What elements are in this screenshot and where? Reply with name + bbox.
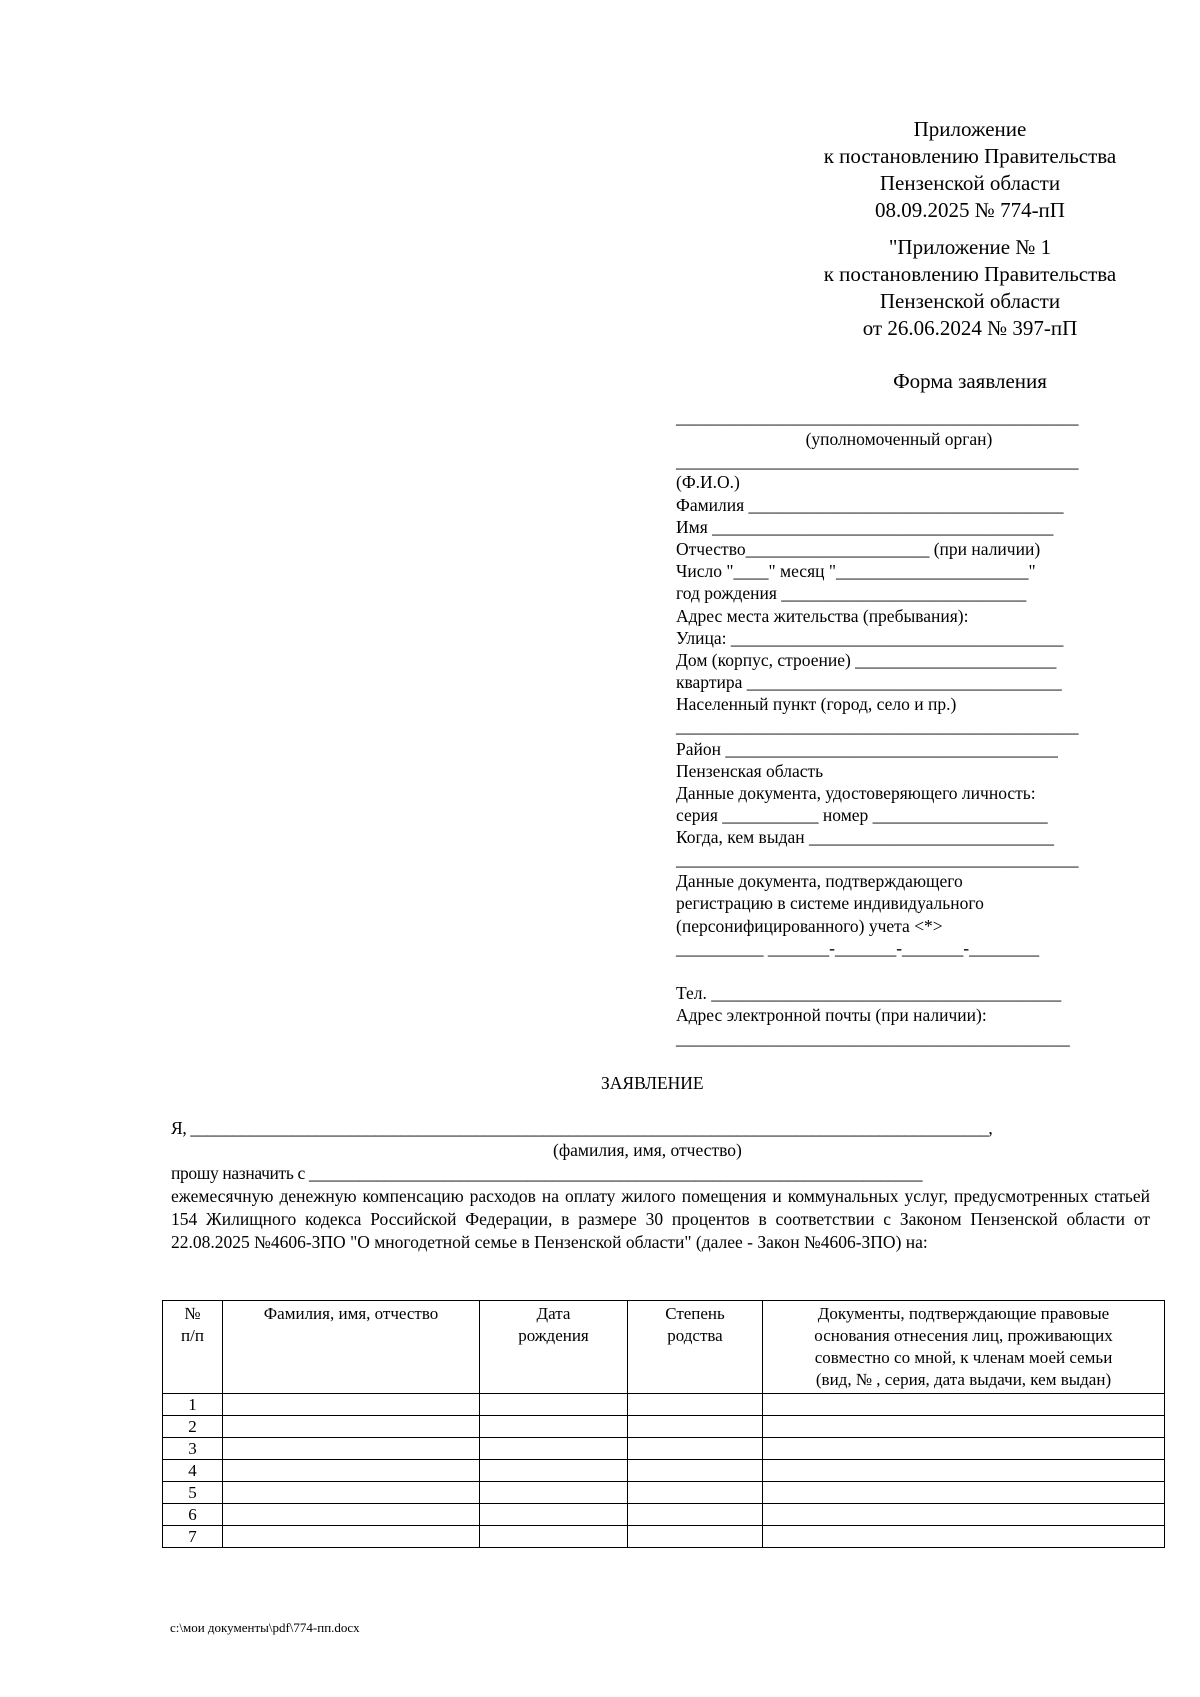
header-line: "Приложение № 1	[888, 235, 1052, 259]
empty-cell	[223, 1460, 480, 1482]
empty-cell	[480, 1460, 628, 1482]
row-number-cell: 1	[163, 1394, 223, 1416]
row-number-cell: 6	[163, 1504, 223, 1526]
header-line: Пензенской области	[879, 171, 1061, 195]
applicant-name-caption: (фамилия, имя, отчество)	[553, 1140, 742, 1160]
apartment-field: квартира ____________________________________	[676, 672, 1062, 692]
empty-cell	[628, 1460, 763, 1482]
header-text-line: Степень	[665, 1304, 725, 1323]
name-field: Имя _______________________________________	[676, 517, 1054, 537]
header-text-line: Дата	[536, 1304, 571, 1323]
empty-cell	[223, 1526, 480, 1548]
column-header-documents	[763, 1301, 1165, 1394]
empty-cell	[223, 1438, 480, 1460]
statement-title: ЗАЯВЛЕНИЕ	[601, 1073, 704, 1093]
header-text-line: №	[184, 1304, 201, 1323]
applicant-name-line: Я, _______________________________________________________________________________________________,	[171, 1118, 993, 1138]
empty-cell	[763, 1438, 1165, 1460]
empty-cell	[480, 1504, 628, 1526]
header-text-line: рождения	[518, 1326, 589, 1345]
empty-cell	[763, 1460, 1165, 1482]
house-field: Дом (корпус, строение) _______________________	[676, 650, 1057, 670]
table-row	[163, 1394, 1165, 1416]
empty-cell	[223, 1482, 480, 1504]
header-text-line: родства	[667, 1326, 723, 1345]
issued-line: ______________________________________________	[676, 849, 1079, 869]
header-line: Пензенской области	[879, 289, 1061, 313]
birth-date-field: Число "____" месяц "______________________"	[676, 561, 1036, 581]
snils-line: __________ _______-_______-_______-________	[676, 938, 1040, 958]
empty-cell	[480, 1416, 628, 1438]
table-row	[163, 1438, 1165, 1460]
locality-label: Населенный пункт (город, село и пр.)	[676, 694, 957, 714]
row-number-cell: 5	[163, 1482, 223, 1504]
snils-title: регистрацию в системе индивидуального	[676, 893, 984, 913]
empty-cell	[628, 1482, 763, 1504]
snils-title: Данные документа, подтверждающего	[676, 871, 963, 891]
row-number-cell: 2	[163, 1416, 223, 1438]
empty-cell	[763, 1416, 1165, 1438]
row-number-cell: 3	[163, 1438, 223, 1460]
authority-caption: (уполномоченный орган)	[805, 429, 993, 449]
region-text: Пензенская область	[676, 761, 824, 781]
header-text-line: п/п	[181, 1326, 204, 1345]
empty-cell	[223, 1416, 480, 1438]
empty-cell	[223, 1504, 480, 1526]
header-line: 08.09.2025 № 774-пП	[875, 198, 1065, 222]
header-text-line: Фамилия, имя, отчество	[263, 1304, 439, 1323]
email-line: _____________________________________________	[676, 1028, 1070, 1048]
empty-cell	[628, 1526, 763, 1548]
empty-cell	[480, 1394, 628, 1416]
header-text-line: основания отнесения лиц, проживающих	[814, 1326, 1113, 1345]
empty-cell	[763, 1482, 1165, 1504]
column-header-birth-date	[480, 1301, 628, 1394]
surname-field: Фамилия ____________________________________	[676, 495, 1064, 515]
empty-cell	[628, 1394, 763, 1416]
table-row	[163, 1416, 1165, 1438]
table-row	[163, 1526, 1165, 1548]
header-text-line: Документы, подтверждающие правовые	[817, 1304, 1110, 1323]
form-title: Форма заявления	[893, 369, 1047, 393]
table-row	[163, 1482, 1165, 1504]
header-line: от 26.06.2024 № 397-пП	[862, 316, 1078, 340]
empty-cell	[628, 1416, 763, 1438]
id-document-title: Данные документа, удостоверяющего личность:	[676, 783, 1036, 803]
appendix-1-header	[770, 234, 1170, 342]
column-header-relationship	[628, 1301, 763, 1394]
empty-cell	[763, 1526, 1165, 1548]
column-header-number	[163, 1301, 223, 1394]
header-line: Приложение	[913, 117, 1027, 141]
empty-cell	[480, 1526, 628, 1548]
empty-cell	[628, 1504, 763, 1526]
address-title: Адрес места жительства (пребывания):	[676, 606, 969, 626]
row-number-cell: 7	[163, 1526, 223, 1548]
fio-caption: (Ф.И.О.)	[676, 472, 740, 492]
empty-cell	[763, 1394, 1165, 1416]
street-field: Улица: ______________________________________	[676, 628, 1064, 648]
blank-line: ______________________________________________	[676, 451, 1079, 471]
header-line: к постановлению Правительства	[823, 144, 1117, 168]
patronymic-field: Отчество_____________________ (при наличии)	[676, 539, 1041, 559]
table-header-row	[163, 1301, 1165, 1394]
empty-cell	[223, 1394, 480, 1416]
issued-field: Когда, кем выдан ____________________________	[676, 827, 1054, 847]
file-path-footer: c:\мои документы\pdf\774-пп.docx	[170, 1620, 360, 1635]
request-date-line: прошу назначить с _________________________________________________________________________	[171, 1163, 923, 1183]
authority-line: ______________________________________________	[676, 407, 1079, 427]
empty-cell	[480, 1438, 628, 1460]
district-field: Район ______________________________________	[676, 739, 1058, 759]
locality-line: ______________________________________________	[676, 716, 1079, 736]
phone-field: Тел. ________________________________________	[676, 983, 1062, 1003]
snils-title: (персонифицированного) учета <*>	[676, 916, 943, 936]
table-row	[163, 1460, 1165, 1482]
id-series-number-field: серия ___________ номер ____________________	[676, 805, 1048, 825]
row-number-cell: 4	[163, 1460, 223, 1482]
column-header-full-name	[223, 1301, 480, 1394]
header-line: к постановлению Правительства	[823, 262, 1117, 286]
header-text-line: (вид, № , серия, дата выдачи, кем выдан)	[815, 1370, 1112, 1389]
statement-paragraph: ежемесячную денежную компенсацию расходов на оплату жилого помещения и коммунальных услуг, предусмотренных статьей 154 Жилищного кодекса Российской Федерации, в размере 30 процентов в соответствии с Законом Пензенской области от 22.08.2025 №4606-ЗПО "О многодетной семье в Пензенской области" (далее - Закон №4606-ЗПО) на:	[171, 1186, 1150, 1252]
empty-cell	[763, 1504, 1165, 1526]
table-row	[163, 1504, 1165, 1526]
header-text-line: совместно со мной, к членам моей семьи	[814, 1348, 1113, 1367]
empty-cell	[628, 1438, 763, 1460]
family-members-table	[162, 1300, 1165, 1548]
appendix-header	[770, 116, 1170, 224]
birth-year-field: год рождения ____________________________	[676, 583, 1027, 603]
email-title: Адрес электронной почты (при наличии):	[676, 1005, 987, 1025]
empty-cell	[480, 1482, 628, 1504]
